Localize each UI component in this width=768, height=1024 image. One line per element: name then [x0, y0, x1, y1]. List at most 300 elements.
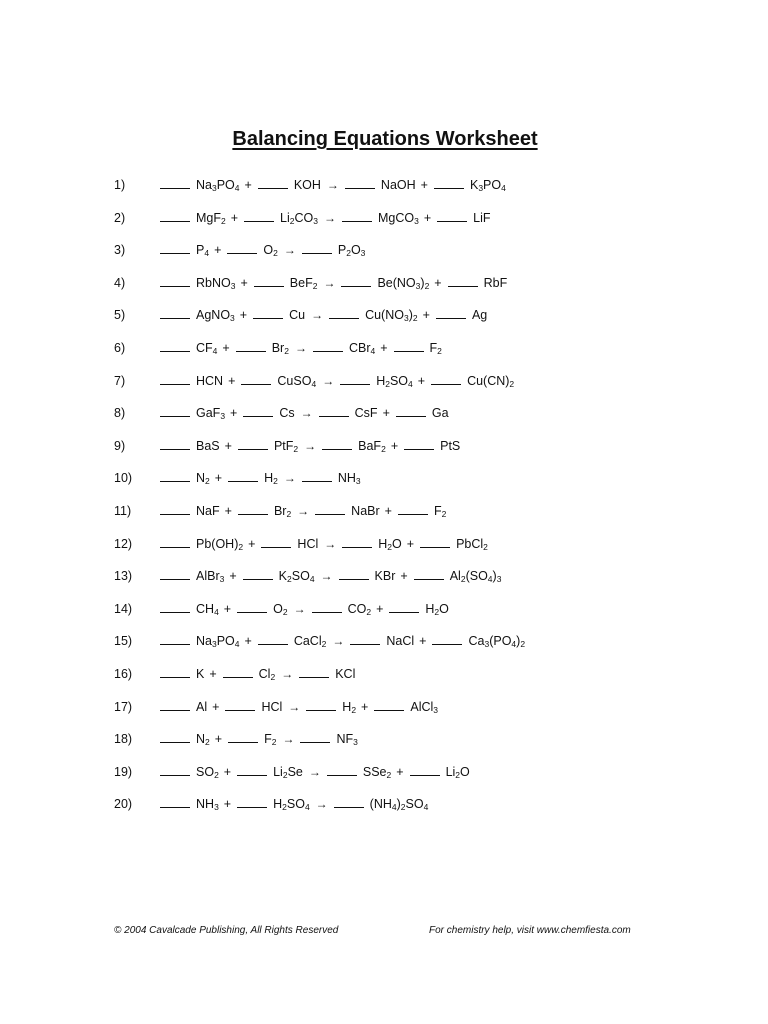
formula-text: RbNO — [196, 275, 231, 290]
chemical-formula — [264, 726, 276, 752]
chemical-formula — [348, 596, 371, 622]
chemical-formula — [351, 498, 379, 524]
chemical-formula — [425, 596, 449, 622]
formula-text: ) — [492, 569, 497, 584]
chemical-formula — [473, 205, 490, 231]
coefficient-blank[interactable] — [160, 174, 190, 189]
formula-subscript: 2 — [509, 378, 515, 389]
equation-row — [0, 172, 768, 205]
formula-subscript: 3 — [230, 280, 236, 291]
coefficient-blank[interactable] — [299, 663, 329, 678]
formula-text: F — [433, 503, 442, 518]
chemical-equation — [160, 628, 525, 654]
chemical-formula — [277, 368, 316, 394]
reaction-arrow-icon: → — [283, 471, 296, 486]
coefficient-blank[interactable] — [345, 174, 375, 189]
formula-text: SO — [405, 797, 424, 812]
reaction-arrow-icon: → — [324, 210, 336, 225]
plus-sign: + — [417, 373, 426, 388]
reaction-arrow-icon: → — [315, 797, 328, 812]
formula-subscript: 3 — [496, 574, 502, 585]
coefficient-blank[interactable] — [342, 533, 372, 548]
reaction-arrow-icon: → — [332, 634, 345, 649]
equation-row — [0, 726, 768, 759]
plus-sign: + — [361, 699, 369, 714]
coefficient-blank[interactable] — [394, 337, 424, 352]
chemical-equation — [160, 270, 507, 296]
plus-sign: + — [223, 764, 232, 779]
chemical-formula — [378, 531, 402, 557]
coefficient-blank[interactable] — [253, 304, 283, 319]
formula-text: NaBr — [351, 503, 380, 518]
chemical-formula — [336, 726, 357, 752]
formula-subscript: 2 — [460, 574, 466, 585]
chemical-formula — [446, 759, 470, 785]
coefficient-blank[interactable] — [258, 174, 288, 189]
chemical-formula — [450, 563, 502, 589]
chemical-formula — [386, 628, 414, 654]
plus-sign: + — [248, 536, 256, 551]
coefficient-blank[interactable] — [160, 402, 190, 417]
equation-row — [0, 465, 768, 498]
chemical-formula — [363, 759, 391, 785]
formula-subscript: 4 — [408, 378, 413, 389]
equation-row — [0, 237, 768, 270]
plus-sign: + — [244, 178, 252, 192]
problem-number: 7) — [114, 373, 126, 388]
problem-number: 17) — [114, 699, 133, 714]
problem-number: 9) — [114, 438, 126, 453]
chemical-equation — [160, 791, 428, 817]
coefficient-blank[interactable] — [243, 565, 273, 580]
coefficient-blank[interactable] — [414, 565, 444, 580]
coefficient-blank[interactable] — [396, 402, 426, 417]
chemical-formula — [338, 237, 366, 263]
coefficient-blank[interactable] — [160, 370, 190, 385]
formula-subscript: 3 — [211, 183, 217, 193]
chemical-equation — [160, 726, 358, 752]
problem-number: 4) — [114, 275, 126, 290]
formula-text: KCl — [335, 666, 356, 681]
chemical-formula — [294, 172, 321, 198]
formula-subscript: 2 — [385, 378, 390, 389]
plus-sign: + — [396, 764, 404, 779]
chemical-formula — [470, 172, 506, 198]
equation-row — [0, 498, 768, 531]
coefficient-blank[interactable] — [404, 435, 434, 450]
coefficient-blank[interactable] — [160, 761, 190, 776]
plus-sign: + — [420, 178, 428, 192]
coefficient-blank[interactable] — [312, 598, 342, 613]
formula-subscript: 4 — [309, 574, 315, 585]
coefficient-blank[interactable] — [236, 337, 266, 352]
coefficient-blank[interactable] — [398, 500, 428, 515]
formula-subscript: 4 — [311, 378, 317, 389]
equation-row — [0, 531, 768, 564]
problem-number: 1) — [114, 178, 126, 192]
formula-subscript: 3 — [478, 183, 484, 193]
formula-text: Se — [287, 764, 303, 779]
formula-text: O — [350, 243, 361, 258]
reaction-arrow-icon: → — [322, 373, 335, 388]
formula-subscript: 2 — [387, 541, 393, 552]
coefficient-blank[interactable] — [254, 272, 284, 287]
problem-number: 19) — [114, 764, 133, 779]
coefficient-blank[interactable] — [261, 533, 291, 548]
formula-text: CBr — [348, 340, 371, 355]
coefficient-blank[interactable] — [322, 435, 352, 450]
problem-number: 18) — [114, 732, 133, 747]
chemical-formula — [342, 694, 356, 720]
equation-row — [0, 661, 768, 694]
formula-subscript: 2 — [321, 639, 327, 650]
chemical-formula — [196, 237, 209, 263]
formula-text: K — [469, 178, 479, 192]
coefficient-blank[interactable] — [241, 370, 271, 385]
chemical-formula — [196, 465, 210, 491]
chemical-formula — [196, 400, 225, 426]
formula-subscript: 2 — [286, 508, 292, 519]
coefficient-blank[interactable] — [243, 402, 273, 417]
coefficient-blank[interactable] — [160, 793, 190, 808]
coefficient-blank[interactable] — [160, 435, 190, 450]
chemical-formula — [434, 498, 446, 524]
plus-sign: + — [382, 406, 390, 421]
chemical-formula — [273, 759, 303, 785]
chemical-formula — [376, 368, 413, 394]
chemical-equation — [160, 563, 501, 589]
problem-number: 13) — [114, 569, 133, 584]
chemical-formula — [472, 302, 487, 328]
coefficient-blank[interactable] — [340, 370, 370, 385]
formula-subscript: 4 — [304, 802, 310, 813]
coefficient-blank[interactable] — [160, 207, 190, 222]
coefficient-blank[interactable] — [342, 207, 372, 222]
formula-text: MgF — [196, 210, 221, 225]
coefficient-blank[interactable] — [160, 337, 190, 352]
formula-subscript: 2 — [205, 476, 210, 487]
coefficient-blank[interactable] — [237, 761, 267, 776]
plus-sign: + — [240, 275, 248, 290]
coefficient-blank[interactable] — [448, 272, 478, 287]
chemical-formula — [467, 368, 514, 394]
formula-subscript: 2 — [434, 606, 440, 617]
chemical-equation — [160, 531, 488, 557]
chemical-equation — [160, 205, 491, 231]
chemical-formula — [365, 302, 418, 328]
formula-text: (SO — [465, 569, 488, 584]
coefficient-blank[interactable] — [160, 663, 190, 678]
formula-text: F — [429, 340, 438, 355]
formula-subscript: 2 — [483, 541, 488, 552]
plus-sign: + — [406, 536, 415, 551]
equation-row — [0, 433, 768, 466]
formula-text: CF — [196, 340, 213, 355]
formula-subscript: 2 — [400, 802, 406, 813]
formula-subscript: 3 — [403, 313, 409, 324]
coefficient-blank[interactable] — [160, 598, 190, 613]
equation-row — [0, 563, 768, 596]
coefficient-blank[interactable] — [258, 630, 288, 645]
formula-text: Be(NO — [377, 275, 416, 290]
page-title: Balancing Equations Worksheet — [232, 128, 538, 150]
formula-subscript: 3 — [355, 476, 361, 487]
plus-sign: + — [212, 699, 220, 714]
formula-text: PtS — [440, 438, 461, 453]
plus-sign: + — [380, 340, 388, 355]
coefficient-blank[interactable] — [238, 435, 268, 450]
formula-text: Cu(NO — [365, 308, 404, 323]
chemical-formula — [297, 531, 318, 557]
formula-subscript: 3 — [214, 802, 219, 813]
plus-sign: + — [222, 340, 230, 355]
formula-text: H — [378, 536, 388, 551]
problem-number: 2) — [114, 210, 126, 225]
problem-number: 15) — [114, 634, 133, 649]
formula-subscript: 2 — [282, 802, 287, 813]
coefficient-blank[interactable] — [327, 761, 357, 776]
coefficient-blank[interactable] — [160, 239, 190, 254]
chemical-equation — [160, 172, 506, 198]
formula-text: NH — [196, 797, 215, 812]
reaction-arrow-icon: → — [311, 308, 324, 323]
plus-sign: + — [230, 406, 238, 421]
coefficient-blank[interactable] — [315, 500, 345, 515]
reaction-arrow-icon: → — [326, 178, 339, 192]
chemical-formula — [196, 498, 220, 524]
chemical-formula — [196, 726, 210, 752]
formula-subscript: 2 — [221, 215, 226, 226]
formula-subscript: 2 — [381, 443, 386, 454]
reaction-arrow-icon: → — [300, 406, 313, 421]
formula-text: NaCl — [386, 634, 415, 649]
formula-text: BeF — [289, 275, 313, 290]
formula-subscript: 2 — [455, 769, 461, 780]
formula-text: Al — [196, 699, 208, 714]
coefficient-blank[interactable] — [160, 630, 190, 645]
coefficient-blank[interactable] — [160, 565, 190, 580]
formula-subscript: 2 — [282, 769, 288, 780]
chemical-formula — [456, 531, 488, 557]
chemical-formula — [294, 628, 327, 654]
chemical-formula — [196, 628, 240, 654]
chemical-equation — [160, 302, 487, 328]
coefficient-blank[interactable] — [410, 761, 440, 776]
chemical-formula — [196, 433, 220, 459]
formula-subscript: 2 — [289, 215, 295, 226]
plus-sign: + — [419, 634, 427, 649]
formula-subscript: 2 — [520, 639, 526, 650]
chemical-formula — [264, 465, 278, 491]
formula-text: PO — [216, 178, 235, 192]
coefficient-blank[interactable] — [339, 565, 369, 580]
formula-text: AgNO — [196, 308, 231, 323]
formula-subscript: 2 — [271, 737, 277, 748]
coefficient-blank[interactable] — [238, 500, 268, 515]
equation-row — [0, 628, 768, 661]
formula-subscript: 4 — [234, 639, 240, 650]
chemical-formula — [289, 302, 305, 328]
plus-sign: + — [214, 471, 223, 486]
coefficient-blank[interactable] — [223, 663, 253, 678]
chemical-formula — [196, 368, 223, 394]
reaction-arrow-icon: → — [324, 536, 337, 551]
problem-number: 20) — [114, 797, 133, 812]
plus-sign: + — [400, 569, 408, 584]
coefficient-blank[interactable] — [389, 598, 419, 613]
plus-sign: + — [230, 210, 239, 225]
chemical-formula — [196, 270, 235, 296]
formula-subscript: 2 — [214, 769, 219, 780]
reaction-arrow-icon: → — [308, 764, 321, 779]
coefficient-blank[interactable] — [225, 696, 255, 711]
chemical-formula — [290, 270, 318, 296]
formula-text: BaS — [196, 438, 220, 453]
formula-subscript: 2 — [282, 606, 288, 617]
chemical-equation — [160, 596, 449, 622]
coefficient-blank[interactable] — [300, 728, 330, 743]
coefficient-blank[interactable] — [319, 402, 349, 417]
chemical-formula — [430, 335, 442, 361]
chemical-equation — [160, 759, 470, 785]
formula-text: ) — [396, 797, 401, 812]
chemical-equation — [160, 694, 438, 720]
chemical-formula — [273, 596, 287, 622]
coefficient-blank[interactable] — [341, 272, 371, 287]
chemical-formula — [468, 628, 525, 654]
equation-row — [0, 596, 768, 629]
chemical-formula — [196, 335, 217, 361]
coefficient-blank[interactable] — [437, 207, 467, 222]
coefficient-blank[interactable] — [228, 467, 258, 482]
chemical-formula — [279, 400, 294, 426]
coefficient-blank[interactable] — [228, 728, 258, 743]
plus-sign: + — [209, 666, 217, 681]
plus-sign: + — [223, 797, 232, 812]
reaction-arrow-icon: → — [288, 699, 301, 714]
plus-sign: + — [214, 732, 223, 747]
coefficient-blank[interactable] — [237, 793, 267, 808]
coefficient-blank[interactable] — [431, 370, 461, 385]
coefficient-blank[interactable] — [436, 304, 466, 319]
coefficient-blank[interactable] — [302, 467, 332, 482]
coefficient-blank[interactable] — [329, 304, 359, 319]
problem-number: 5) — [114, 308, 126, 323]
formula-text: HCl — [261, 699, 283, 714]
coefficient-blank[interactable] — [160, 272, 190, 287]
formula-subscript: 2 — [424, 280, 430, 291]
formula-subscript: 2 — [366, 606, 372, 617]
chemical-formula — [274, 433, 298, 459]
formula-subscript: 4 — [487, 574, 493, 585]
coefficient-blank[interactable] — [160, 533, 190, 548]
formula-text: O — [263, 243, 274, 258]
formula-text: RbF — [483, 275, 508, 290]
formula-text: HCN — [196, 373, 224, 388]
chemical-formula — [338, 465, 361, 491]
chemical-formula — [381, 172, 416, 198]
equation-row — [0, 270, 768, 303]
coefficient-blank[interactable] — [160, 304, 190, 319]
coefficient-blank[interactable] — [237, 598, 267, 613]
coefficient-blank[interactable] — [432, 630, 462, 645]
formula-text: CO — [347, 601, 367, 616]
formula-text: F — [264, 732, 272, 747]
formula-text: Br — [271, 340, 285, 355]
coefficient-blank[interactable] — [350, 630, 380, 645]
coefficient-blank[interactable] — [227, 239, 257, 254]
equation-row — [0, 759, 768, 792]
coefficient-blank[interactable] — [334, 793, 364, 808]
footer-copyright: © 2004 Cavalcade Publishing, All Rights Reserved — [114, 925, 339, 936]
coefficient-blank[interactable] — [434, 174, 464, 189]
formula-subscript: 3 — [211, 639, 217, 650]
chemical-formula — [279, 563, 315, 589]
chemical-equation — [160, 400, 449, 426]
formula-text: SO — [196, 764, 215, 779]
formula-text: ) — [516, 634, 521, 649]
chemical-formula — [355, 400, 378, 426]
formula-text: H — [273, 797, 283, 812]
chemical-formula — [196, 759, 219, 785]
coefficient-blank[interactable] — [302, 239, 332, 254]
formula-text: O — [273, 601, 283, 616]
coefficient-blank[interactable] — [160, 500, 190, 515]
coefficient-blank[interactable] — [160, 467, 190, 482]
formula-text: P — [196, 243, 205, 258]
plus-sign: + — [390, 438, 399, 453]
equation-row — [0, 694, 768, 727]
formula-subscript: 2 — [287, 574, 292, 585]
coefficient-blank[interactable] — [160, 696, 190, 711]
formula-subscript: 2 — [346, 248, 351, 259]
reaction-arrow-icon: → — [323, 275, 336, 290]
formula-subscript: 4 — [212, 345, 218, 356]
formula-text: ) — [408, 308, 413, 323]
formula-text: Cl — [258, 666, 271, 681]
formula-text: NaOH — [380, 178, 416, 192]
chemical-formula — [378, 205, 419, 231]
formula-subscript: 4 — [391, 802, 397, 813]
plus-sign: + — [228, 373, 236, 388]
coefficient-blank[interactable] — [313, 337, 343, 352]
chemical-formula — [196, 563, 224, 589]
formula-subscript: 3 — [415, 280, 421, 291]
formula-subscript: 3 — [353, 737, 358, 748]
formula-subscript: 3 — [313, 215, 318, 226]
formula-text: MgCO — [378, 210, 415, 225]
formula-text: Li — [273, 764, 283, 779]
chemical-equation — [160, 661, 355, 687]
formula-text: PO — [483, 178, 502, 192]
chemical-formula — [274, 498, 291, 524]
formula-text: SO — [291, 569, 310, 584]
chemical-formula — [196, 791, 219, 817]
coefficient-blank[interactable] — [374, 696, 404, 711]
formula-text: CuSO — [277, 373, 312, 388]
formula-text: O — [439, 601, 449, 616]
coefficient-blank[interactable] — [160, 728, 190, 743]
coefficient-blank[interactable] — [244, 207, 274, 222]
formula-subscript: 2 — [273, 476, 278, 487]
plus-sign: + — [214, 243, 222, 258]
coefficient-blank[interactable] — [420, 533, 450, 548]
formula-text: NaF — [196, 503, 220, 518]
reaction-arrow-icon: → — [297, 503, 310, 518]
formula-subscript: 2 — [293, 443, 299, 454]
coefficient-blank[interactable] — [306, 696, 336, 711]
formula-text: Na — [196, 178, 212, 192]
